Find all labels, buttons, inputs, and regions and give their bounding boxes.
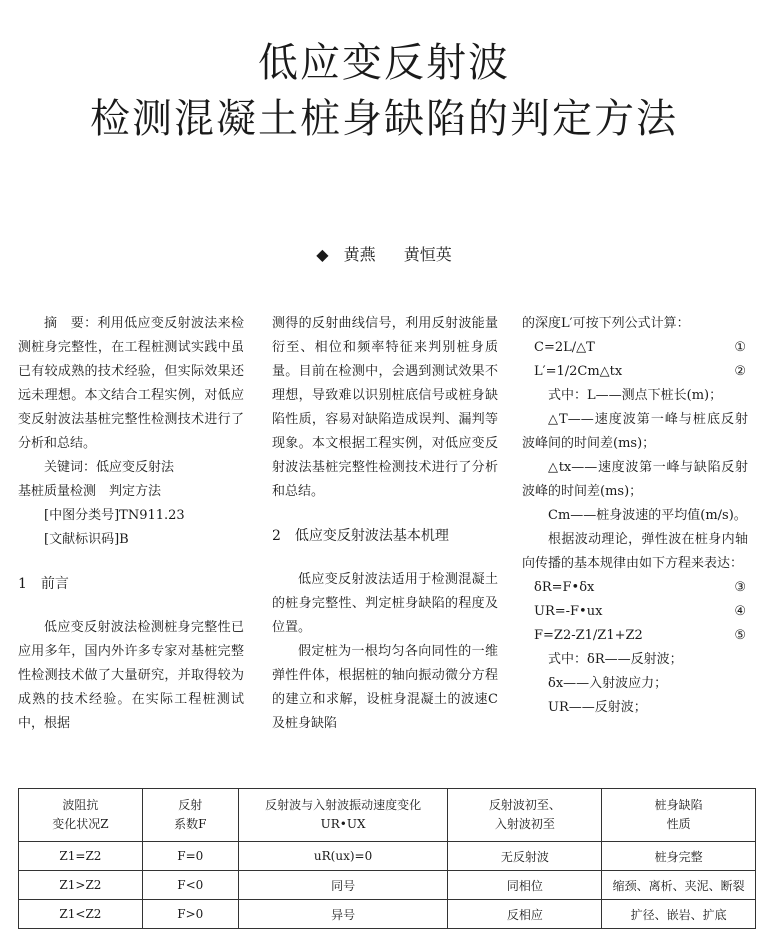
diamond-marker-icon: ◆ bbox=[316, 245, 329, 264]
equation-5-formula: F=Z2-Z1/Z1+Z2 bbox=[534, 628, 643, 643]
section-2-heading: 2 低应变反射波法基本机理 bbox=[272, 528, 449, 544]
column-3 bbox=[522, 312, 748, 720]
wave-theory-paragraph: 根据波动理论，弹性波在桩身内轴向传播的基本规律由如下方程来表达： bbox=[522, 532, 748, 571]
definition-4: Cm——桩身波速的平均值(m/s)。 bbox=[548, 508, 747, 523]
equation-3-number: ③ bbox=[734, 580, 746, 595]
document-code: [文献标识码]B bbox=[44, 532, 129, 547]
definition-7: UR——反射波； bbox=[548, 700, 647, 715]
equation-5 bbox=[522, 624, 748, 648]
section-2-paragraph-2: 假定桩为一根均匀各向同性的一维弹性件体，根据桩的轴向振动微分方程的建立和求解，设桩身混凝土的波速C及桩身缺陷 bbox=[272, 644, 498, 731]
equation-1-formula: C=2L/△T bbox=[534, 340, 595, 355]
section-1-paragraph: 低应变反射波法检测桩身完整性已应用多年，国内外许多专家对基桩完整性检测技术做了大量研究，并取得较为成熟的技术经验。在实际工程桩测试中，根据 bbox=[18, 620, 244, 731]
table-header-cell: 波阻抗 变化状况Z bbox=[19, 789, 143, 842]
definition-1: 式中：L——测点下桩长(m)； bbox=[548, 388, 723, 403]
table-cell: 异号 bbox=[238, 900, 448, 929]
table-cell: uR(ux)=0 bbox=[238, 842, 448, 871]
authors bbox=[0, 242, 768, 265]
table-header-cell: 反射 系数F bbox=[142, 789, 238, 842]
table-cell: 反相应 bbox=[448, 900, 602, 929]
table-header-cell: 桩身缺陷 性质 bbox=[602, 789, 756, 842]
definition-5: 式中：δR——反射波； bbox=[548, 652, 683, 667]
table-cell: 扩径、嵌岩、扩底 bbox=[602, 900, 756, 929]
table-header-row bbox=[19, 789, 756, 842]
table-header-cell: 反射波与入射波振动速度变化 UR•UX bbox=[238, 789, 448, 842]
section-2-paragraph-1: 低应变反射波法适用于检测混凝土的桩身完整性、判定桩身缺陷的程度及位置。 bbox=[272, 572, 498, 635]
equation-3-formula: δR=F•δx bbox=[534, 580, 595, 595]
clc-number: [中图分类号]TN911.23 bbox=[44, 508, 185, 523]
table-cell: Z1>Z2 bbox=[19, 871, 143, 900]
definition-6: δx——入射波应力； bbox=[548, 676, 668, 691]
definition-2: △T——速度波第一峰与桩底反射波峰间的时间差(ms)； bbox=[522, 412, 748, 451]
author-name: 黄燕 bbox=[343, 245, 376, 264]
paragraph-continued: 测得的反射曲线信号，利用反射波能量衍至、相位和频率特征来判别桩身质量。目前在检测中，会遇到测试效果不理想，导致难以识别桩底信号或桩身缺陷性质，容易对缺陷造成误判、漏判等现象。本文根据工程实例，对低应变反射波法基桩完整性检测技术进行了分析和总结。 bbox=[272, 316, 498, 499]
equation-2 bbox=[522, 360, 748, 384]
table-cell: 同相位 bbox=[448, 871, 602, 900]
table-row bbox=[19, 900, 756, 929]
section-1-heading: 1 前言 bbox=[18, 576, 69, 592]
impedance-reflection-table bbox=[18, 788, 756, 929]
table-row bbox=[19, 842, 756, 871]
table-row bbox=[19, 871, 756, 900]
equation-4 bbox=[522, 600, 748, 624]
table-cell: Z1=Z2 bbox=[19, 842, 143, 871]
keywords-line-1: 关键词：低应变反射法 bbox=[44, 460, 175, 475]
column-2 bbox=[272, 312, 498, 736]
equation-4-number: ④ bbox=[734, 604, 746, 619]
formula-intro: 的深度L′可按下列公式计算： bbox=[522, 316, 690, 331]
table-cell: 同号 bbox=[238, 871, 448, 900]
title-line-2: 检测混凝土桩身缺陷的判定方法 bbox=[90, 96, 678, 142]
title-line-1: 低应变反射波 bbox=[258, 40, 510, 86]
equation-1-number: ① bbox=[734, 340, 746, 355]
equation-3 bbox=[522, 576, 748, 600]
table-cell: F>0 bbox=[142, 900, 238, 929]
equation-1 bbox=[522, 336, 748, 360]
table-cell: Z1<Z2 bbox=[19, 900, 143, 929]
table-cell: 无反射波 bbox=[448, 842, 602, 871]
equation-2-formula: L′=1/2Cm△tx bbox=[534, 364, 623, 379]
table-cell: F<0 bbox=[142, 871, 238, 900]
abstract-text: 摘 要：利用低应变反射波法来检测桩身完整性，在工程桩测试实践中虽已有较成熟的技术经验，但实际效果还远未理想。本文结合工程实例，对低应变反射波法基桩完整性检测技术进行了分析和总结。 bbox=[18, 316, 244, 451]
column-1 bbox=[18, 312, 244, 736]
table-cell: 缩颈、离析、夹泥、断裂 bbox=[602, 871, 756, 900]
equation-5-number: ⑤ bbox=[734, 628, 746, 643]
table-header-cell: 反射波初至、 入射波初至 bbox=[448, 789, 602, 842]
author-name: 黄恒英 bbox=[403, 245, 452, 264]
definition-3: △tx——速度波第一峰与缺陷反射波峰的时间差(ms)； bbox=[522, 460, 748, 499]
table-cell: 桩身完整 bbox=[602, 842, 756, 871]
table-cell: F=0 bbox=[142, 842, 238, 871]
equation-4-formula: UR=-F•ux bbox=[534, 604, 603, 619]
equation-2-number: ② bbox=[734, 364, 746, 379]
keywords-line-2: 基桩质量检测 判定方法 bbox=[18, 484, 162, 499]
